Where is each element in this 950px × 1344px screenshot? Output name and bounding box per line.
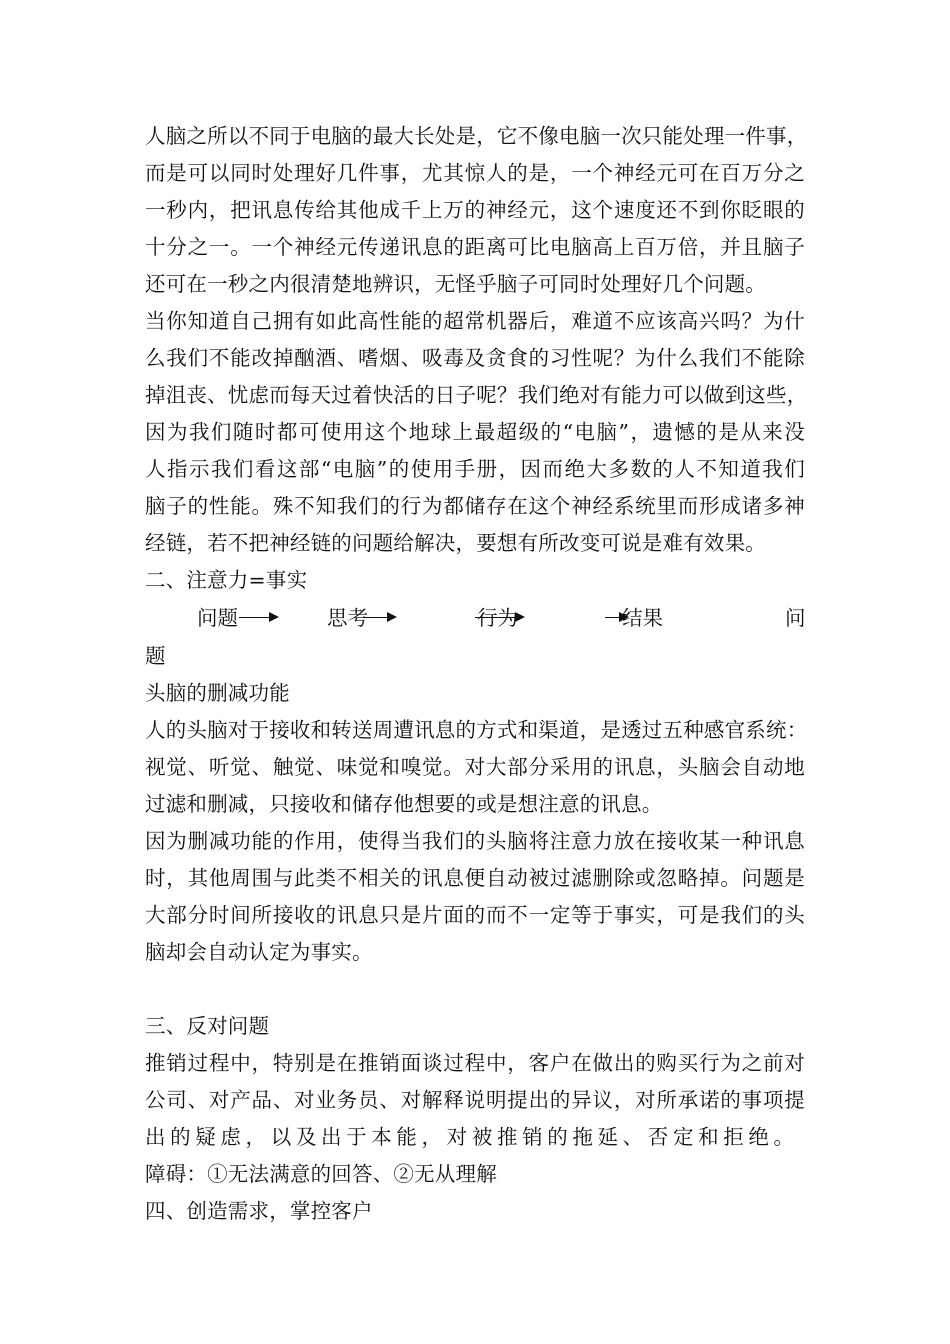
text-line: 因为删减功能的作用，使得当我们的头脑将注意力放在接收某一种讯息 bbox=[145, 829, 805, 853]
text-line: 经链，若不把神经链的问题给解决，要想有所改变可说是难有效果。 bbox=[145, 531, 766, 555]
text-line: 视觉、听觉、触觉、味觉和嗅觉。对大部分采用的讯息，头脑会自动地 bbox=[145, 755, 805, 779]
text-line: 而是可以同时处理好几件事，尤其惊人的是，一个神经元可在百万分之 bbox=[145, 161, 805, 185]
flow-diagram bbox=[145, 603, 805, 633]
flow-step-result: 结果 bbox=[622, 606, 663, 630]
text-line: 十分之一。一个神经元传递讯息的距离可比电脑高上百万倍，并且脑子 bbox=[145, 235, 805, 259]
text-line: 题 bbox=[145, 644, 166, 668]
flow-step-behavior: 行为 bbox=[477, 606, 518, 630]
text-line: 掉沮丧、忧虑而每天过着快活的日子呢？我们绝对有能力可以做到这些， bbox=[145, 383, 808, 407]
text-line: 大部分时间所接收的讯息只是片面的而不一定等于事实，可是我们的头 bbox=[145, 903, 805, 927]
text-line: 障碍：①无法满意的回答、②无从理解 bbox=[145, 1162, 497, 1186]
text-line: 还可在一秒之内很清楚地辨识，无怪乎脑子可同时处理好几个问题。 bbox=[145, 272, 766, 296]
section-heading: 四、创造需求，掌控客户 bbox=[145, 1199, 373, 1223]
arrow-right-icon bbox=[239, 617, 277, 618]
arrow-right-icon bbox=[475, 617, 523, 618]
text-line: 出的疑虑，以及出于本能，对被推销的拖延、否定和拒绝。 bbox=[145, 1125, 797, 1149]
arrow-right-icon bbox=[365, 617, 395, 618]
text-line: 脑却会自动认定为事实。 bbox=[145, 940, 373, 964]
text-line: 因为我们随时都可使用这个地球上最超级的“电脑”，遗憾的是从来没 bbox=[145, 420, 805, 444]
text-line: 时，其他周围与此类不相关的讯息便自动被过滤删除或忽略掉。问题是 bbox=[145, 866, 805, 890]
flow-step-problem-end: 问 bbox=[785, 606, 806, 630]
text-line: 人脑之所以不同于电脑的最大长处是，它不像电脑一次只能处理一件事， bbox=[145, 124, 808, 148]
section-heading: 二、注意力=事实 bbox=[145, 568, 308, 592]
text-line: 人指示我们看这部“电脑”的使用手册，因而绝大多数的人不知道我们 bbox=[145, 457, 805, 481]
text-line: 么我们不能改掉酗酒、嗜烟、吸毒及贪食的习性呢？为什么我们不能除 bbox=[145, 346, 805, 370]
flow-step-problem: 问题 bbox=[197, 606, 238, 630]
text-line: 公司、对产品、对业务员、对解释说明提出的异议，对所承诺的事项提 bbox=[145, 1088, 805, 1112]
text-line: 脑子的性能。殊不知我们的行为都储存在这个神经系统里而形成诸多神 bbox=[145, 494, 805, 518]
text-line: 一秒内，把讯息传给其他成千上万的神经元，这个速度还不到你眨眼的 bbox=[145, 198, 805, 222]
section-heading: 三、反对问题 bbox=[145, 1014, 270, 1038]
text-line: 过滤和删减，只接收和储存他想要的或是想注意的讯息。 bbox=[145, 792, 663, 816]
flow-step-thinking: 思考 bbox=[327, 606, 368, 630]
text-line: 当你知道自己拥有如此高性能的超常机器后，难道不应该高兴吗？为什 bbox=[145, 309, 805, 333]
section-heading: 头脑的删减功能 bbox=[145, 681, 290, 705]
text-line: 推销过程中，特别是在推销面谈过程中，客户在做出的购买行为之前对 bbox=[145, 1051, 805, 1075]
text-line: 人的头脑对于接收和转送周遭讯息的方式和渠道，是透过五种感官系统： bbox=[145, 718, 808, 742]
